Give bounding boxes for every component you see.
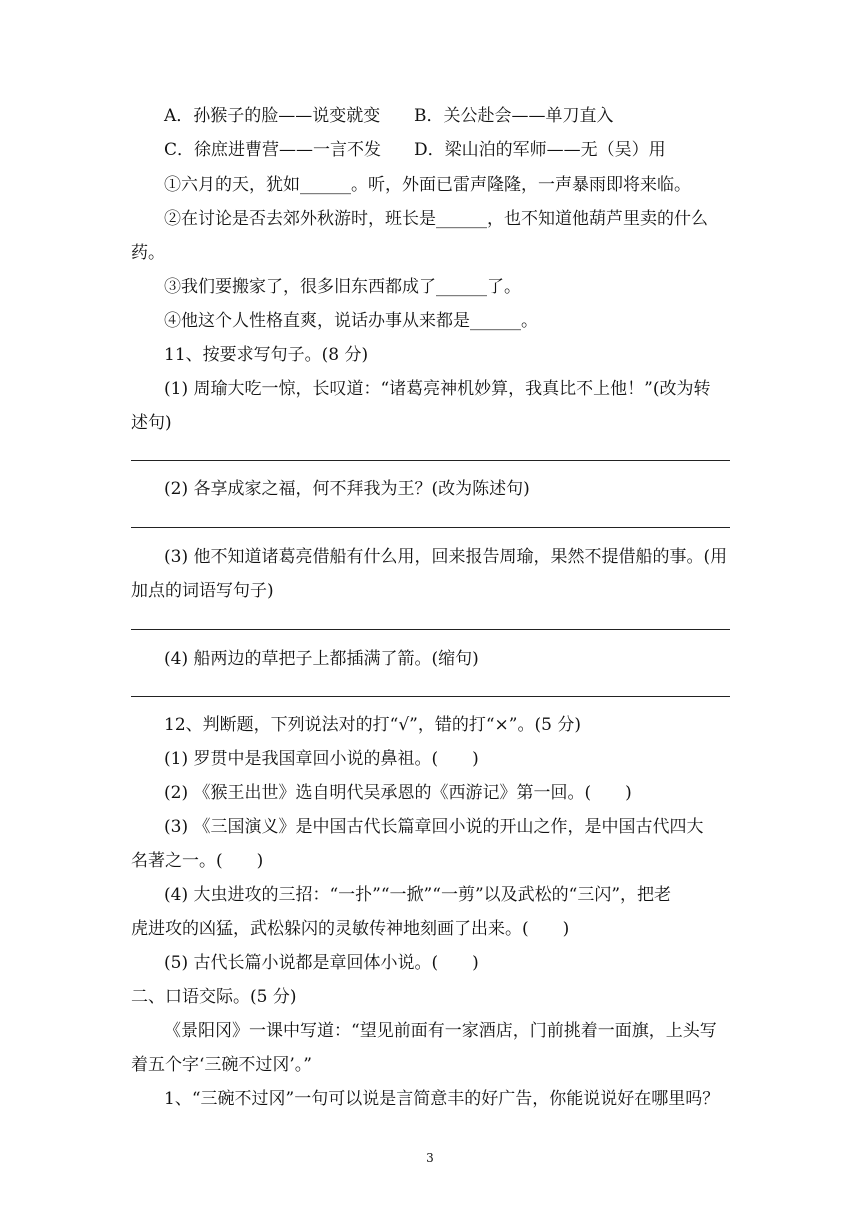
question-11-title: 11、按要求写句子。(8 分) bbox=[164, 345, 369, 365]
answer-line-4[interactable] bbox=[131, 696, 730, 697]
judgment-3-cont: 名著之一。( ) bbox=[131, 851, 264, 871]
judgment-4-cont: 虎进攻的凶猛，武松躲闪的灵敏传神地刻画了出来。( ) bbox=[131, 919, 570, 939]
answer-line-1[interactable] bbox=[131, 460, 730, 461]
q11-sentence-3-cont: 加点的词语写句子) bbox=[131, 581, 274, 601]
answer-line-2[interactable] bbox=[131, 527, 730, 528]
option-d: D．梁山泊的军师——无（吴）用 bbox=[414, 140, 666, 160]
judgment-2: (2) 《猴王出世》选自明代吴承恩的《西游记》第一回。( ) bbox=[164, 783, 632, 803]
question-12-title: 12、判断题，下列说法对的打“√”，错的打“×”。(5 分) bbox=[164, 715, 581, 735]
q11-sentence-1-cont: 述句) bbox=[131, 413, 172, 433]
section-2-question-1: 1、“三碗不过冈”一句可以说是言简意丰的好广告，你能说说好在哪里吗？ bbox=[164, 1089, 720, 1109]
q11-sentence-2: (2) 各享成家之福，何不拜我为王？(改为陈述句) bbox=[164, 479, 530, 499]
q11-sentence-4: (4) 船两边的草把子上都插满了箭。(缩句) bbox=[164, 649, 479, 669]
section-2-title: 二、口语交际。(5 分) bbox=[131, 987, 297, 1007]
fill-blank-2: ②在讨论是否去郊外秋游时，班长是______，也不知道他葫芦里卖的什么 bbox=[164, 209, 708, 229]
fill-blank-4: ④他这个人性格直爽，说话办事从来都是______。 bbox=[164, 311, 538, 331]
q11-sentence-1: (1) 周瑜大吃一惊，长叹道：“诸葛亮神机妙算，我真比不上他！”(改为转 bbox=[164, 379, 711, 399]
judgment-1: (1) 罗贯中是我国章回小说的鼻祖。( ) bbox=[164, 749, 479, 769]
page-number: 3 bbox=[426, 1151, 434, 1165]
fill-blank-1: ①六月的天，犹如______。听，外面已雷声隆隆，一声暴雨即将来临。 bbox=[164, 175, 691, 195]
option-a: A．孙猴子的脸——说变就变 bbox=[164, 106, 381, 126]
option-c: C．徐庶进曹营——一言不发 bbox=[164, 140, 382, 160]
answer-line-3[interactable] bbox=[131, 629, 730, 630]
fill-blank-3: ③我们要搬家了，很多旧东西都成了______了。 bbox=[164, 277, 521, 297]
judgment-5: (5) 古代长篇小说都是章回体小说。( ) bbox=[164, 953, 479, 973]
option-b: B．关公赴会——单刀直入 bbox=[414, 106, 614, 126]
q11-sentence-3: (3) 他不知道诸葛亮借船有什么用，回来报告周瑜，果然不提借船的事。(用 bbox=[164, 547, 728, 567]
section-2-intro-cont: 着五个字‘三碗不过冈’。” bbox=[131, 1055, 312, 1075]
judgment-4: (4) 大虫进攻的三招：“一扑”“一掀”“一剪”以及武松的“三闪”，把老 bbox=[164, 885, 672, 905]
judgment-3: (3) 《三国演义》是中国古代长篇章回小说的开山之作，是中国古代四大 bbox=[164, 817, 704, 837]
fill-blank-2-cont: 药。 bbox=[131, 243, 165, 263]
section-2-intro: 《景阳冈》一课中写道：“望见前面有一家酒店，门前挑着一面旗，上头写 bbox=[164, 1021, 717, 1041]
